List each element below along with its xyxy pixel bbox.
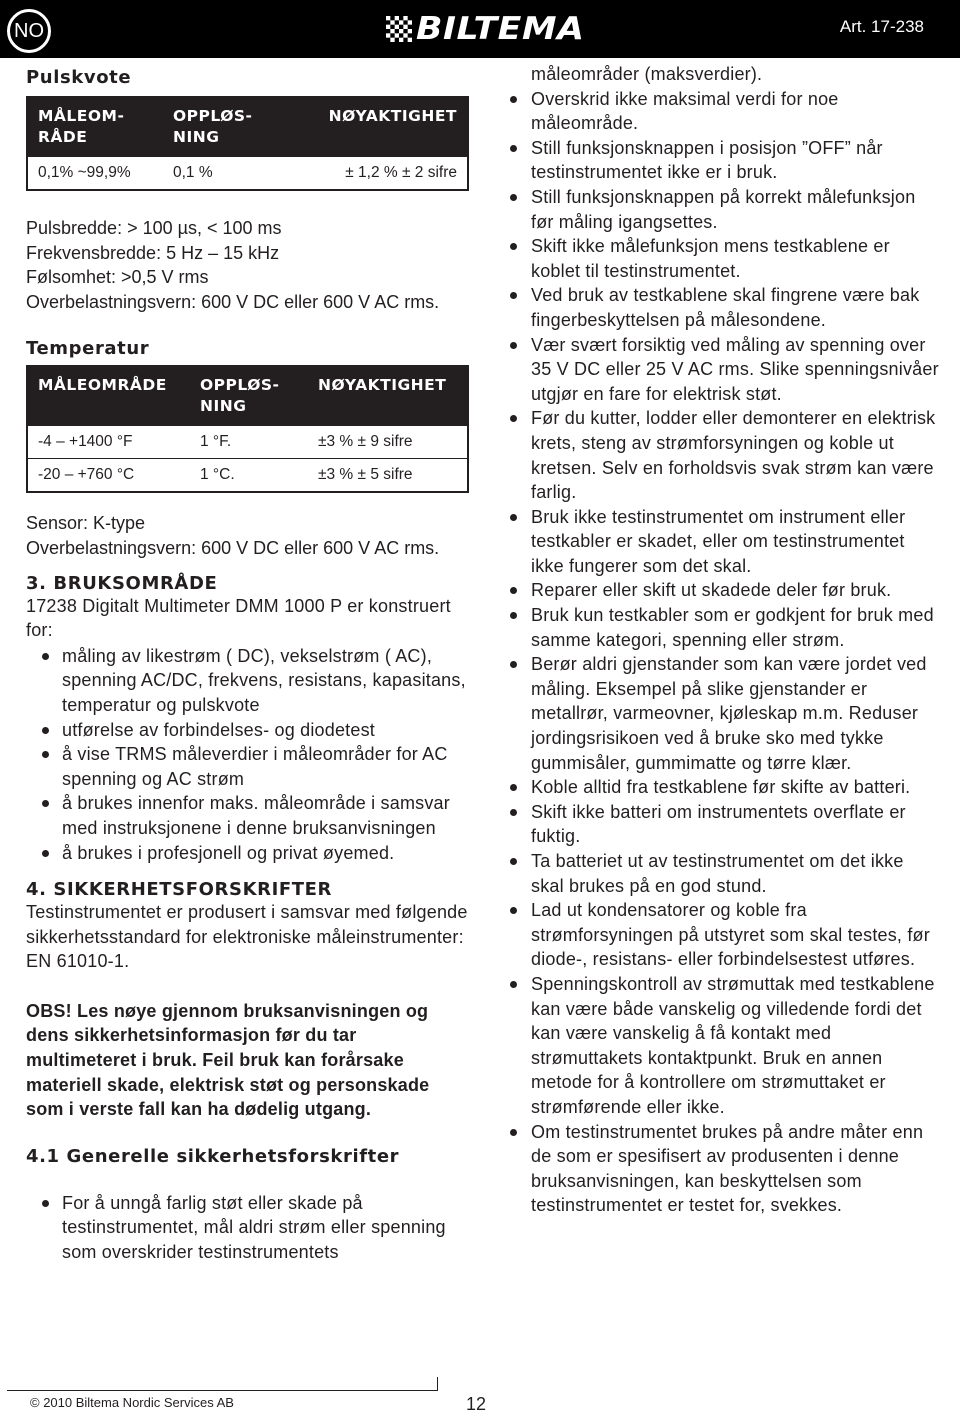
table-header-resolution: OPPLØS- NING	[163, 97, 308, 157]
language-badge: NO	[7, 9, 51, 53]
list-item: Spenningskontroll av strømuttak med testkablene kan være både vanskelig og villedende fordi det kan være vanskelig å få kontakt med strømuttakets kontaktpunkt. Bruk en annen metode for å kontrollere om strømuttaket er strømførende eller ikke.	[510, 972, 940, 1120]
list-item: å brukes innenfor maks. måleområde i samsvar med instruksjonene i denne bruksanvisningen	[26, 791, 471, 840]
page-header	[0, 0, 960, 58]
table-cell: ±3 % ± 9 sifre	[308, 426, 468, 459]
footer-divider	[7, 1390, 437, 1391]
table-cell: 1 °C.	[190, 459, 308, 493]
safety-text: Testinstrumentet er produsert i samsvar med følgende sikkerhetsstandard for elektroniske måleinstrumenter: EN 61010-1.	[26, 902, 468, 972]
spec-line: Pulsbredde: > 100 µs, < 100 ms	[26, 218, 282, 238]
brand-name: BILTEMA	[416, 11, 585, 47]
left-column	[26, 62, 471, 1265]
list-item: Skift ikke batteri om instrumentets overflate er fuktig.	[510, 800, 940, 849]
table-cell: ± 1,2 % ± 2 sifre	[308, 157, 468, 191]
table-header-range: MÅLEOM- RÅDE	[27, 97, 163, 157]
list-item: Ved bruk av testkablene skal fingrene være bak fingerbeskyttelsen på målesondene.	[510, 283, 940, 332]
table-cell: -20 – +760 °C	[27, 459, 190, 493]
list-item: Ta batteriet ut av testinstrumentet om det ikke skal brukes på en god stund.	[510, 849, 940, 898]
table-header-range: MÅLEOMRÅDE	[27, 366, 190, 426]
table-header-resolution: OPPLØS- NING	[190, 366, 308, 426]
pulse-title: Pulskvote	[26, 67, 132, 88]
safety-rules-list	[510, 87, 940, 1218]
safety-warning: OBS! Les nøye gjennom bruksanvisningen og dens sikkerhetsinformasjon før du tar multimeteret i bruk. Feil bruk kan forårsake materiell skade, elektrisk støt og personskade som i verste fall kan ha dødelig utgang.	[26, 1000, 430, 1120]
list-item: utførelse av forbindelses- og diodetest	[26, 718, 471, 743]
table-row	[27, 426, 468, 459]
spec-line: Overbelastningsvern: 600 V DC eller 600 V AC rms.	[26, 291, 440, 312]
spec-line: Frekvensbredde: 5 Hz – 15 kHz	[26, 242, 280, 263]
list-item: å brukes i profesjonell og privat øyemed.	[26, 841, 471, 866]
list-item: måling av likestrøm ( DC), vekselstrøm ( AC), spenning AC/DC, frekvens, resistans, kapasitans, temperatur og pulskvote	[26, 644, 471, 718]
list-item: Still funksjonsknappen i posisjon ”OFF” når testinstrumentet ikke er i bruk.	[510, 136, 940, 185]
usage-title: 3. BRUKSOMRÅDE	[26, 572, 218, 594]
list-item: Berør aldri gjenstander som kan være jordet ved måling. Eksempel på slike gjenstander er metallrør, varmeovner, kjøleskap m.m. Reduser jordingsrisikoen ved å bruke sko med tykke gummisåler, gummimatte og tørre klær.	[510, 652, 940, 775]
table-cell: 0,1% ~99,9%	[27, 157, 163, 191]
footer-copyright: © 2010 Biltema Nordic Services AB	[30, 1395, 234, 1410]
list-item: Still funksjonsknappen på korrekt målefunksjon før måling igangsettes.	[510, 185, 940, 234]
checkered-flag-icon	[386, 16, 412, 42]
general-safety-list	[26, 1191, 446, 1265]
table-row	[27, 157, 468, 191]
list-item: Vær svært forsiktig ved måling av spenning over 35 V DC eller 25 V AC rms. Slike spenningsnivåer utgjør en fare for elektrisk støt.	[510, 333, 940, 407]
list-item: For å unngå farlig støt eller skade på testinstrumentet, mål aldri strøm eller spenning som overskrider testinstrumentets	[26, 1191, 446, 1265]
list-item: Overskrid ikke maksimal verdi for noe måleområde.	[510, 87, 940, 136]
general-safety-title: 4.1 Generelle sikkerhetsforskrifter	[26, 1145, 400, 1167]
list-item: Koble alltid fra testkablene før skifte av batteri.	[510, 775, 940, 800]
article-number: Art. 17-238	[839, 17, 924, 36]
table-cell: -4 – +1400 °F	[27, 426, 190, 459]
list-item: Bruk kun testkabler som er godkjent for bruk med samme kategori, spenning eller strøm.	[510, 603, 940, 652]
table-cell: ±3 % ± 5 sifre	[308, 459, 468, 493]
table-cell: 1 °F.	[190, 426, 308, 459]
sensor-line: Sensor: K-type	[26, 513, 146, 534]
spec-line: Følsomhet: >0,5 V rms	[26, 267, 209, 288]
temperature-title: Temperatur	[26, 338, 150, 360]
table-header-accuracy: NØYAKTIGHET	[308, 97, 468, 157]
list-item: Lad ut kondensatorer og koble fra strømforsyningen på utstyret som skal testes, før diode-, resistans- eller forbindelsestest utføres.	[510, 898, 940, 972]
table-cell: 0,1 %	[163, 157, 308, 191]
list-item: å vise TRMS måleverdier i måleområder for AC spenning og AC strøm	[26, 742, 471, 791]
list-item: Skift ikke målefunksjon mens testkablene er koblet til testinstrumentet.	[510, 234, 940, 283]
pulse-spec-table	[26, 96, 469, 191]
usage-list	[26, 644, 471, 865]
overload-line: Overbelastningsvern: 600 V DC eller 600 V AC rms.	[26, 537, 440, 558]
list-item: Før du kutter, lodder eller demonterer en elektrisk krets, steng av strømforsyningen og koble ut kretsen. Selv en forholdsvis svak strøm kan være farlig.	[510, 406, 940, 504]
temperature-spec-table	[26, 365, 469, 493]
continuation-text: måleområder (maksverdier).	[531, 64, 763, 84]
page-number: 12	[466, 1394, 487, 1414]
right-column	[510, 62, 940, 1218]
footer-divider-tick	[437, 1377, 438, 1391]
table-header-accuracy: NØYAKTIGHET	[308, 366, 468, 426]
table-row	[27, 459, 468, 493]
list-item: Om testinstrumentet brukes på andre måter enn de som er spesifisert av produsenten i denne bruksanvisningen, kan beskyttelsen som testinstrumentet er testet for, svekkes.	[510, 1120, 940, 1218]
temperature-notes	[26, 511, 471, 560]
list-item: Reparer eller skift ut skadede deler før bruk.	[510, 578, 940, 603]
safety-title: 4. SIKKERHETSFORSKRIFTER	[26, 879, 333, 901]
list-item: Bruk ikke testinstrumentet om instrument eller testkabler er skadet, eller om testinstrumentet ikke fungerer som det skal.	[510, 505, 940, 579]
brand-logo	[386, 11, 585, 47]
usage-intro: 17238 Digitalt Multimeter DMM 1000 P er konstruert for:	[26, 595, 451, 641]
pulse-specs	[26, 216, 471, 314]
